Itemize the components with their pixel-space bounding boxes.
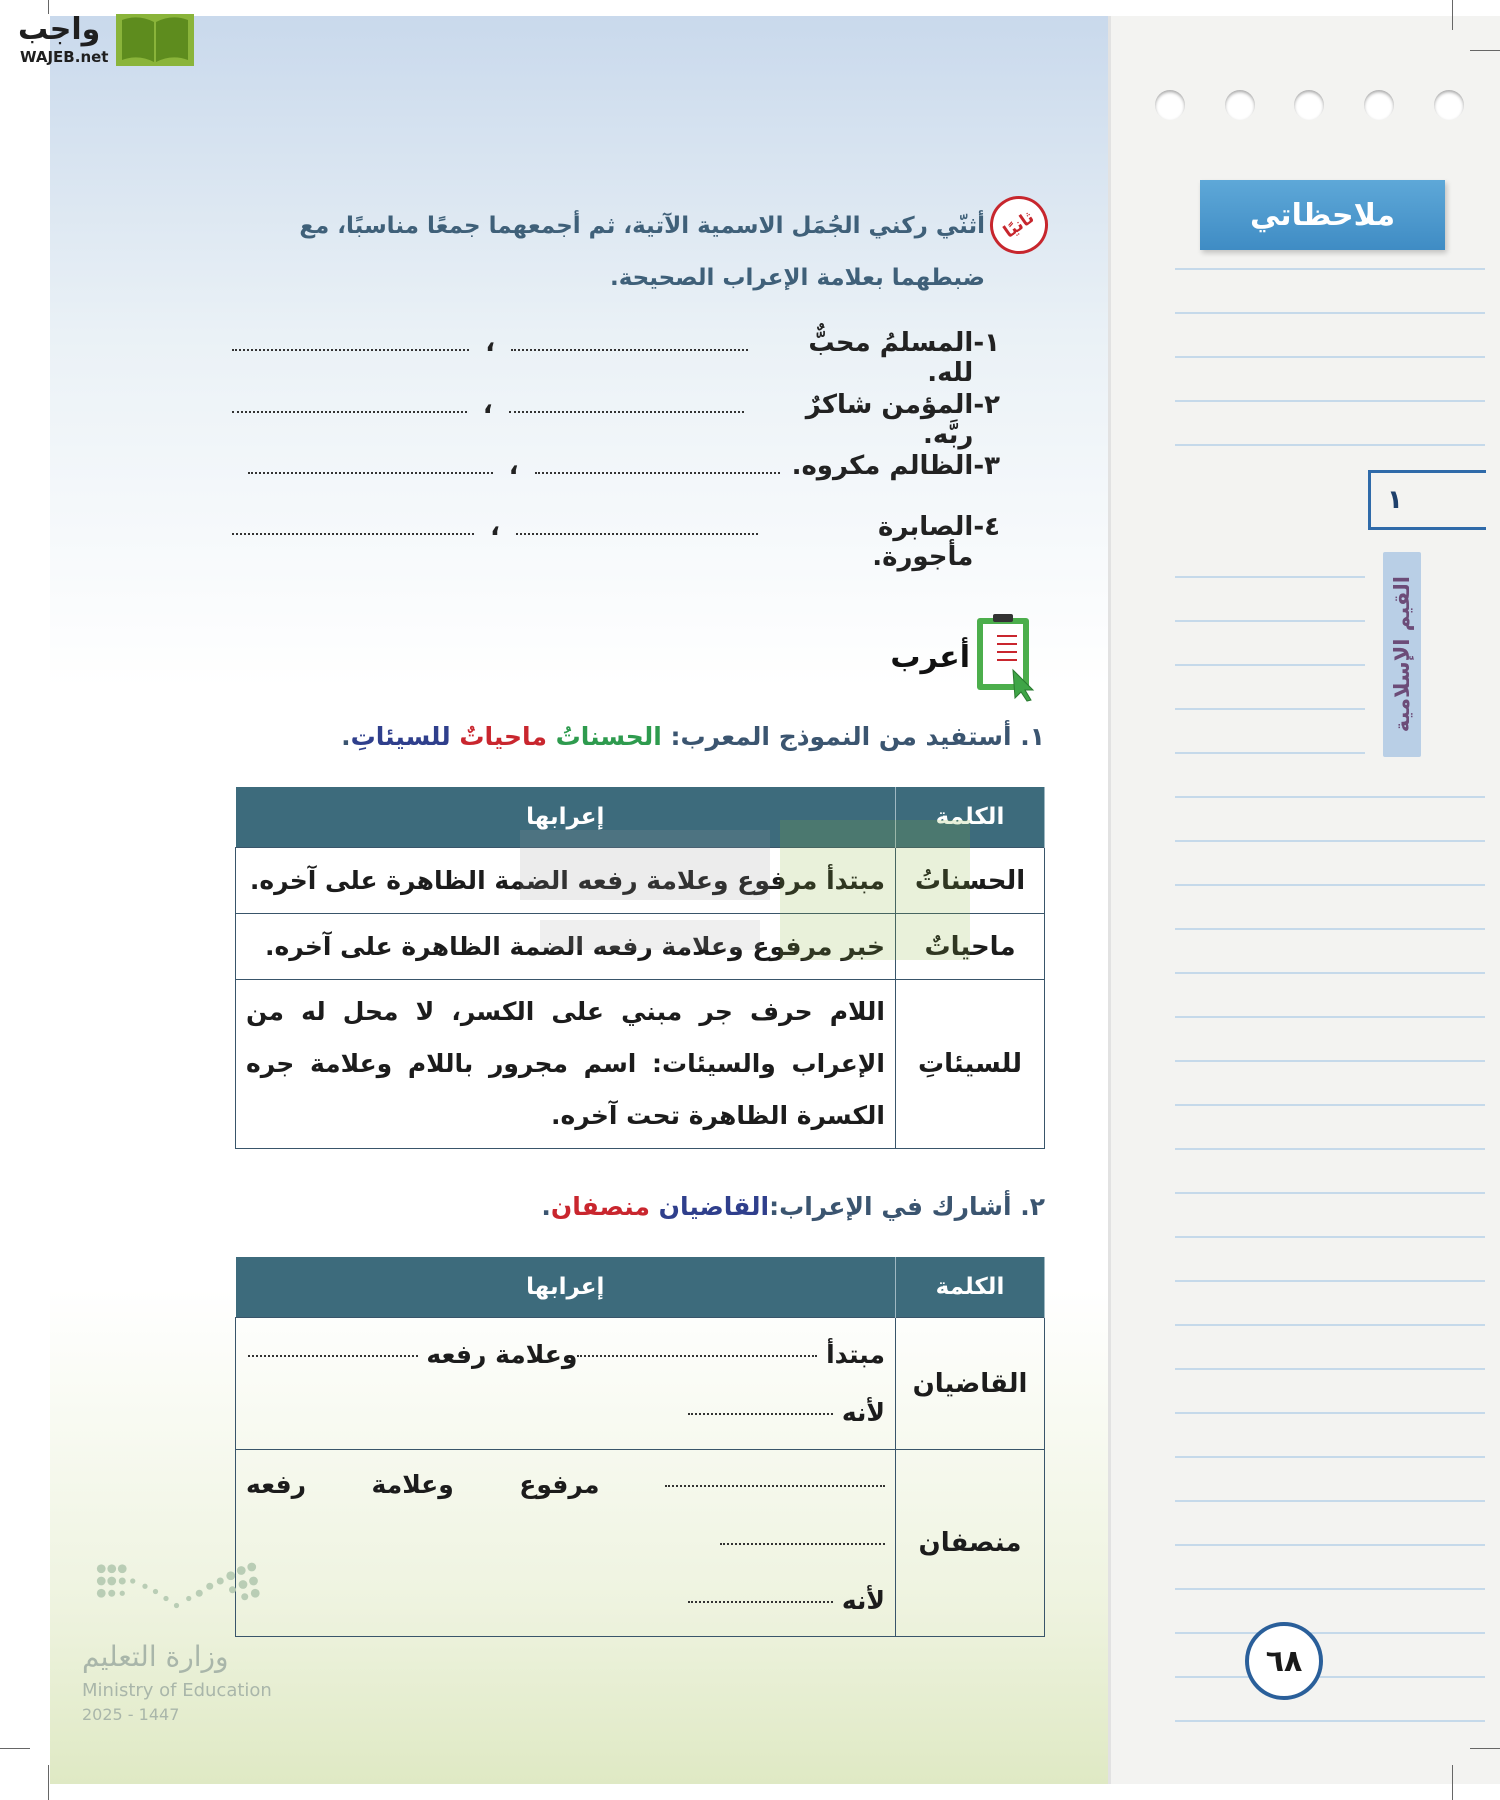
parse-text: وعلامة رفعه	[426, 1339, 578, 1369]
table-word: ماحياتٌ	[896, 914, 1045, 980]
note-line	[1175, 1368, 1485, 1370]
note-line	[1175, 752, 1365, 754]
table-word: القاضيان	[896, 1318, 1045, 1450]
crop-mark	[1452, 1765, 1453, 1800]
q1-prefix: ١. أستفيد من النموذج المعرب:	[661, 722, 1045, 751]
page-number: ٦٨	[1245, 1622, 1323, 1700]
note-line	[1175, 1324, 1485, 1326]
note-line	[1175, 356, 1485, 358]
parse-table-1	[235, 787, 1045, 1149]
question-1	[300, 722, 1045, 751]
binder-ring	[1294, 90, 1324, 120]
table-word: الحسناتُ	[896, 848, 1045, 914]
ministry-english: Ministry of Education	[82, 1680, 272, 1701]
note-line	[1175, 1280, 1485, 1282]
crop-mark	[1452, 0, 1453, 30]
item-text: المسلمُ محبٌّ لله.	[808, 328, 974, 388]
answer-blank[interactable]	[535, 472, 780, 474]
note-line	[1175, 884, 1485, 886]
item-number: ٢-	[973, 390, 1000, 420]
notes-column	[1108, 16, 1500, 1784]
item-text: الظالم مكروه.	[791, 451, 974, 481]
q2-prefix: ٢. أشارك في الإعراب:	[769, 1192, 1045, 1221]
note-line	[1175, 1016, 1485, 1018]
item-text: المؤمن شاكرٌ ربَّه.	[805, 390, 974, 450]
table-row	[236, 1318, 1045, 1450]
note-line	[1175, 576, 1365, 578]
note-line	[1175, 928, 1485, 930]
note-line	[1175, 972, 1485, 974]
separator: ،	[485, 328, 496, 358]
header-parsing: إعرابها	[236, 1257, 896, 1318]
note-line	[1175, 1412, 1485, 1414]
exercise-item	[220, 328, 1000, 388]
unit-title-tab: القيم الإسلامية	[1383, 552, 1421, 757]
note-line	[1175, 1456, 1485, 1458]
note-line	[1175, 664, 1365, 666]
item-number: ٣-	[973, 451, 1000, 481]
crop-mark	[48, 1765, 49, 1800]
answer-blank[interactable]	[516, 533, 758, 535]
book-icon	[116, 8, 194, 66]
ministry-logo-icon	[80, 1560, 280, 1630]
note-line	[1175, 400, 1485, 402]
separator: ،	[490, 512, 501, 542]
note-line	[1175, 312, 1485, 314]
note-line	[1175, 1236, 1485, 1238]
section-badge: ثانيًا	[979, 185, 1060, 266]
header-word: الكلمة	[896, 1257, 1045, 1318]
answer-blank[interactable]	[665, 1485, 885, 1487]
binder-ring	[1364, 90, 1394, 120]
note-line	[1175, 1060, 1485, 1062]
separator: ،	[482, 390, 493, 420]
answer-blank[interactable]	[509, 411, 744, 413]
crop-mark	[1470, 1748, 1500, 1749]
question-2	[300, 1192, 1045, 1221]
table-header	[236, 787, 1045, 848]
parse-text: لأنه	[841, 1397, 885, 1427]
table-parsing: اللام حرف جر مبني على الكسر، لا محل له من الإعراب والسيئات: اسم مجرور باللام وعلامة جره الكسرة الظاهرة تحت آخره.	[236, 980, 896, 1149]
item-text: الصابرة مأجورة.	[872, 512, 974, 572]
crop-mark	[1470, 50, 1500, 51]
exercise-item	[220, 451, 1000, 481]
q1-end: .	[341, 722, 351, 751]
q2-word-predicate: منصفان	[550, 1192, 650, 1221]
note-line	[1175, 444, 1485, 446]
table-row	[236, 848, 1045, 914]
parse-text: لأنه	[841, 1586, 885, 1615]
answer-blank[interactable]	[688, 1601, 833, 1603]
section-heading: أعرب	[890, 640, 970, 675]
table-parsing: مبتدأ مرفوع وعلامة رفعه الضمة الظاهرة على آخره.	[236, 848, 896, 914]
exercise-item	[220, 390, 1000, 450]
parse-text: مبتدأ	[826, 1339, 885, 1369]
notes-title: ملاحظاتي	[1200, 180, 1445, 250]
binder-ring	[1434, 90, 1464, 120]
note-line	[1175, 708, 1365, 710]
table-header	[236, 1257, 1045, 1318]
answer-blank[interactable]	[511, 349, 748, 351]
answer-blank[interactable]	[688, 1413, 833, 1415]
table-parsing	[236, 1318, 896, 1450]
q2-word-subject: القاضيان	[658, 1192, 770, 1221]
note-line	[1175, 268, 1485, 270]
note-line	[1175, 1148, 1485, 1150]
q1-word-subject: الحسناتُ	[555, 722, 662, 751]
separator: ،	[508, 451, 519, 481]
q1-word-prep: للسيئاتِ	[350, 722, 451, 751]
answer-blank[interactable]	[232, 349, 469, 351]
header-parsing: إعرابها	[236, 787, 896, 848]
note-line	[1175, 620, 1365, 622]
wajeb-logo	[8, 8, 188, 66]
answer-blank[interactable]	[248, 472, 493, 474]
answer-blank[interactable]	[248, 1355, 418, 1357]
parse-text: مرفوع وعلامة رفعه	[246, 1470, 600, 1499]
q2-end: .	[541, 1192, 551, 1221]
note-line	[1175, 1544, 1485, 1546]
note-line	[1175, 1720, 1485, 1722]
binder-ring	[1225, 90, 1255, 120]
answer-blank[interactable]	[720, 1543, 885, 1545]
note-line	[1175, 1192, 1485, 1194]
note-line	[1175, 796, 1485, 798]
ministry-year: 2025 - 1447	[82, 1705, 180, 1724]
exercise-item	[220, 512, 1000, 572]
table-parsing	[236, 1450, 896, 1637]
note-line	[1175, 1500, 1485, 1502]
logo-domain: WAJEB.net	[20, 48, 109, 66]
note-line	[1175, 840, 1485, 842]
table-word: منصفان	[896, 1450, 1045, 1637]
note-line	[1175, 1676, 1485, 1678]
item-number: ١-	[973, 328, 1000, 358]
header-word: الكلمة	[896, 787, 1045, 848]
table-row	[236, 980, 1045, 1149]
logo-text: واجب	[18, 12, 101, 47]
exercise-instruction: أثنّي ركني الجُمَل الاسمية الآتية، ثم أجمعهما جمعًا مناسبًا، مع ضبطهما بعلامة الإعراب الصحيحة.	[299, 213, 985, 291]
table-word: للسيئاتِ	[896, 980, 1045, 1149]
item-number: ٤-	[973, 512, 1000, 542]
table-row	[236, 1450, 1045, 1637]
note-line	[1175, 1632, 1485, 1634]
answer-blank[interactable]	[232, 411, 467, 413]
q1-word-predicate: ماحياتٌ	[459, 722, 547, 751]
table-row	[236, 914, 1045, 980]
ministry-arabic: وزارة التعليم	[82, 1640, 229, 1673]
answer-blank[interactable]	[577, 1355, 817, 1357]
note-line	[1175, 1588, 1485, 1590]
clipboard-icon	[975, 612, 1037, 702]
note-line	[1175, 1104, 1485, 1106]
unit-number-box: ١	[1368, 470, 1486, 530]
answer-blank[interactable]	[232, 533, 474, 535]
crop-mark	[0, 1748, 30, 1749]
parse-table-2	[235, 1257, 1045, 1637]
binder-ring	[1155, 90, 1185, 120]
table-parsing: خبر مرفوع وعلامة رفعه الضمة الظاهرة على آخره.	[236, 914, 896, 980]
